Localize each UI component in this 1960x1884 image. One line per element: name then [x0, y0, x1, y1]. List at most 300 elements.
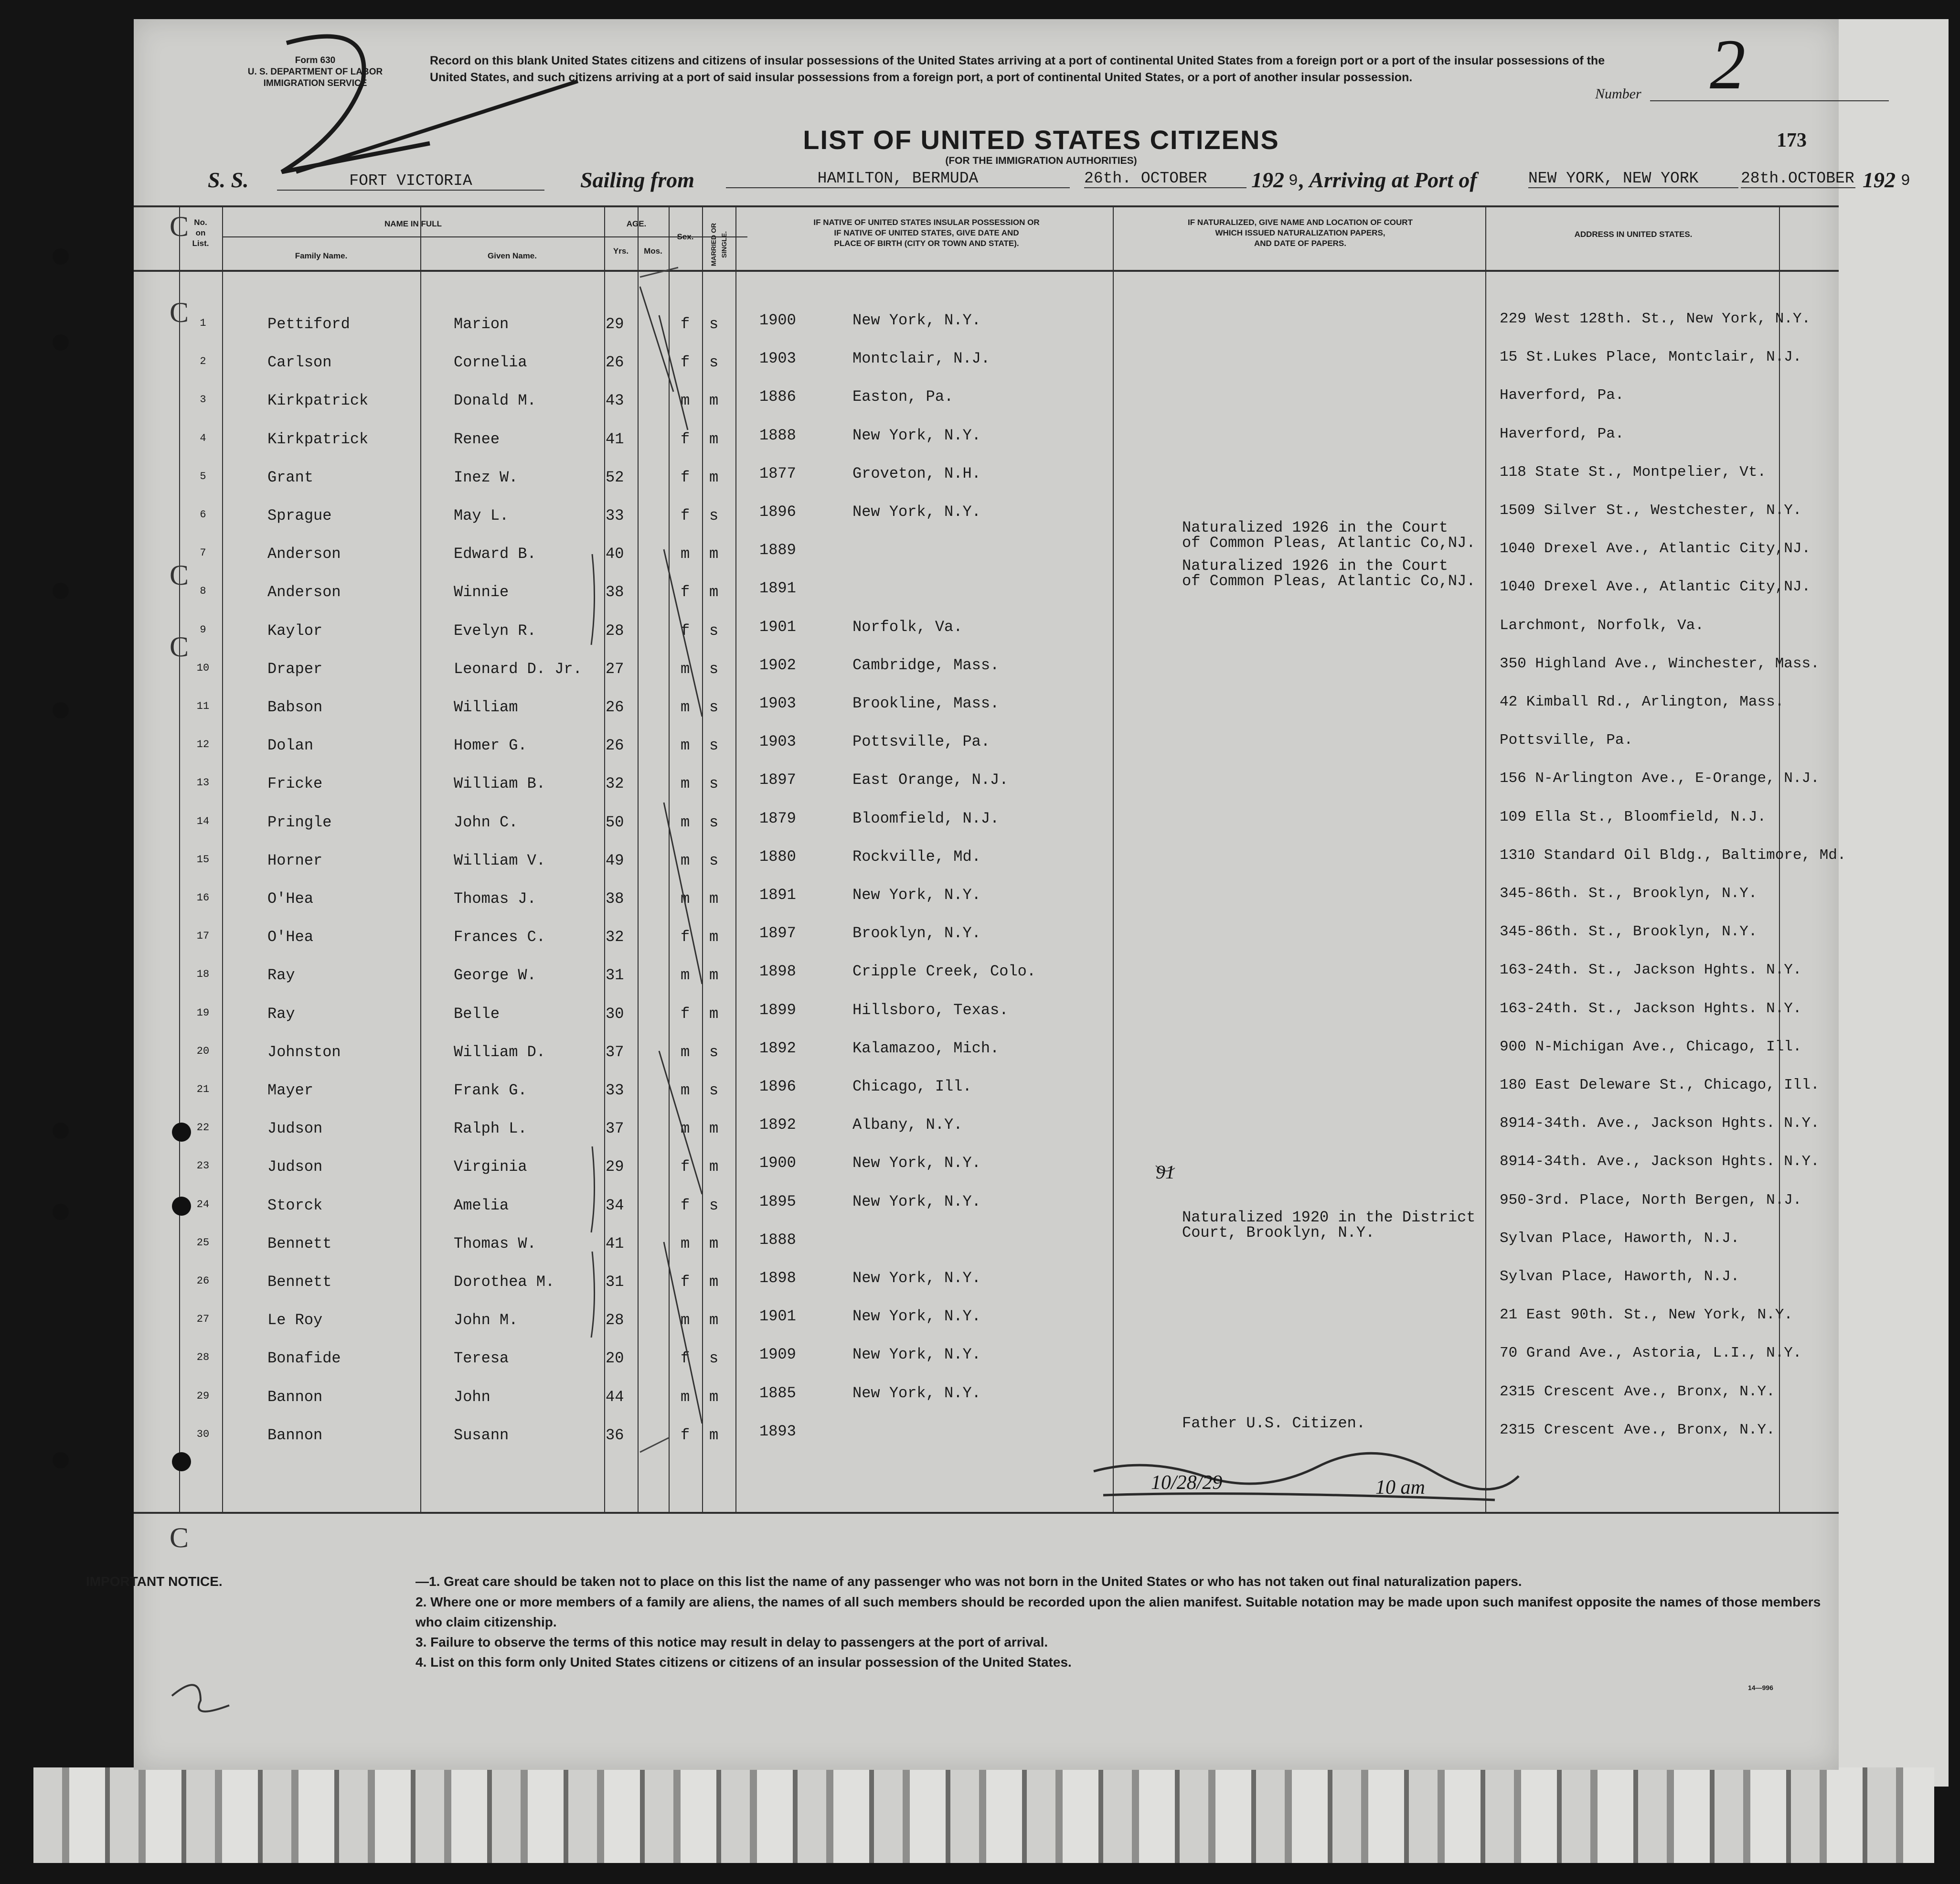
birth-place: Cambridge, Mass. [852, 656, 1000, 674]
marital-status: s [709, 775, 719, 793]
marital-status: s [709, 1081, 719, 1099]
age-years: 43 [606, 392, 624, 410]
row-number: 16 [196, 892, 210, 904]
family-name: Kirkpatrick [267, 392, 369, 410]
birth-place: New York, N.Y. [852, 1346, 981, 1364]
given-name: Inez W. [454, 468, 518, 486]
given-name: Virginia [454, 1158, 527, 1176]
given-name: John [454, 1388, 490, 1406]
given-name: May L. [454, 507, 509, 525]
age-years: 31 [606, 966, 624, 985]
marital-status: s [709, 315, 719, 333]
age-years: 32 [606, 775, 624, 793]
birth-year: 1879 [759, 809, 796, 827]
row-number: 17 [196, 930, 210, 942]
birth-year: 1903 [759, 733, 796, 751]
row-number: 15 [196, 853, 210, 866]
birth-year: 1900 [759, 311, 796, 329]
address: 163-24th. St., Jackson Hghts. N.Y. [1500, 1000, 1802, 1017]
birth-year: 1897 [759, 771, 796, 789]
margin-mark [172, 1685, 229, 1712]
header-married-or-single: MARRIED OR SINGLE. [710, 223, 728, 267]
family-name: Bennett [267, 1234, 332, 1252]
birth-place: Kalamazoo, Mich. [852, 1039, 1000, 1057]
marital-status: m [709, 430, 719, 448]
sex: m [681, 1120, 690, 1138]
service-name: IMMIGRATION SERVICE [263, 78, 367, 88]
sex: f [681, 353, 690, 372]
birth-year: 1891 [759, 886, 796, 904]
age-years: 27 [606, 660, 624, 678]
family-name: Babson [267, 698, 323, 716]
family-name: Judson [267, 1158, 323, 1176]
marital-status: s [709, 698, 719, 716]
birth-year: 1903 [759, 695, 796, 712]
address: 345-86th. St., Brooklyn, N.Y. [1500, 885, 1758, 902]
row-number: 7 [200, 547, 206, 559]
birth-year: 1880 [759, 847, 796, 866]
address: Pottsville, Pa. [1500, 732, 1633, 749]
header-no-line-3: List. [192, 239, 209, 248]
birth-year: 1902 [759, 656, 796, 674]
birth-year: 1896 [759, 1078, 796, 1095]
given-name: Winnie [454, 583, 509, 601]
row-number: 2 [200, 355, 206, 368]
birth-place: Montclair, N.J. [852, 350, 991, 368]
birth-place: Easton, Pa. [852, 388, 954, 406]
row-number: 19 [196, 1006, 210, 1019]
sex: f [681, 1349, 690, 1368]
address: 163-24th. St., Jackson Hghts. N.Y. [1500, 962, 1802, 979]
birth-place: New York, N.Y. [852, 1307, 981, 1326]
row-number: 1 [200, 317, 206, 329]
birth-year: 1898 [759, 963, 796, 981]
family-name: Kirkpatrick [267, 430, 369, 448]
row-number: 27 [196, 1313, 210, 1326]
naturalization-line-2: of Common Pleas, Atlantic Co,NJ. [1182, 534, 1476, 552]
naturalization-line-2: Court, Brooklyn, N.Y. [1182, 1223, 1375, 1242]
age-years: 29 [606, 315, 624, 333]
row-number: 30 [196, 1428, 210, 1440]
given-name: William V. [454, 851, 546, 869]
age-years: 28 [606, 621, 624, 640]
row-number: 14 [196, 815, 210, 827]
address: 180 East Deleware St., Chicago, Ill. [1500, 1077, 1820, 1093]
naturalization-line-1: Naturalized 1926 in the Court [1182, 519, 1448, 537]
family-name: Mayer [267, 1081, 314, 1099]
row-number: 8 [200, 585, 206, 598]
family-name: Carlson [267, 353, 332, 372]
birth-place: New York, N.Y. [852, 1269, 981, 1287]
family-name: Anderson [267, 545, 341, 563]
address: 229 West 128th. St., New York, N.Y. [1500, 310, 1811, 327]
age-years: 36 [606, 1426, 624, 1444]
sex: m [681, 660, 690, 678]
age-years: 34 [606, 1196, 624, 1214]
age-years: 37 [606, 1120, 624, 1138]
sex: m [681, 1043, 690, 1061]
given-name: Amelia [454, 1196, 509, 1214]
given-name: John C. [454, 813, 518, 831]
age-years: 38 [606, 890, 624, 908]
marital-status: s [709, 813, 719, 831]
age-years: 30 [606, 1005, 624, 1023]
given-name: Marion [454, 315, 509, 333]
naturalization-line-1: Naturalized 1926 in the Court [1182, 557, 1448, 575]
age-years: 33 [606, 507, 624, 525]
given-name: John M. [454, 1311, 518, 1329]
address: 8914-34th. Ave., Jackson Hghts. N.Y. [1500, 1153, 1820, 1170]
birth-year: 1899 [759, 1001, 796, 1019]
margin-c-mark-0: C [170, 211, 189, 242]
birth-year: 1897 [759, 924, 796, 942]
family-name: Sprague [267, 507, 332, 525]
birth-year: 1900 [759, 1154, 796, 1172]
birth-place: Brookline, Mass. [852, 695, 1000, 712]
given-name: Renee [454, 430, 500, 448]
arrival-year-digit: 9 [1901, 172, 1910, 190]
sex: m [681, 1081, 690, 1099]
age-slashes [640, 287, 702, 1424]
record-instructions: Record on this blank United States citizens and citizens of insular possessions of the United States arriving at a port of continental United States from a foreign port or a port of the insular possessions of the United States, and such citizens arriving at a port of said insular possessions from a foreign port, a port of continental United States, or a port of another insular possession. [430, 54, 1605, 84]
check-ticks-column [640, 268, 678, 1452]
birth-year: 1892 [759, 1039, 796, 1057]
birth-year: 1888 [759, 1231, 796, 1249]
row-number: 24 [196, 1198, 210, 1210]
page-number: 173 [1777, 129, 1807, 151]
birth-year: 1898 [759, 1269, 796, 1287]
address: 900 N-Michigan Ave., Chicago, Ill. [1500, 1038, 1802, 1055]
row-number: 12 [196, 739, 210, 751]
address: 8914-34th. Ave., Jackson Hghts. N.Y. [1500, 1115, 1820, 1132]
birth-place: Chicago, Ill. [852, 1078, 972, 1095]
birth-place: Hillsboro, Texas. [852, 1001, 1009, 1019]
sex: m [681, 966, 690, 985]
given-name: William D. [454, 1043, 546, 1061]
birth-year: 1893 [759, 1422, 796, 1440]
margin-c-mark-4: C [170, 1522, 189, 1553]
birth-place: Bloomfield, N.J. [852, 809, 1000, 827]
sex: f [681, 583, 690, 601]
given-name: Homer G. [454, 737, 527, 755]
row-number: 5 [200, 470, 206, 482]
arriving-label: , Arriving at Port of [1299, 168, 1477, 192]
sex: m [681, 775, 690, 793]
birth-year: 1901 [759, 1307, 796, 1326]
age-years: 41 [606, 430, 624, 448]
family-name: Ray [267, 966, 295, 985]
age-years: 49 [606, 851, 624, 869]
family-name: Pringle [267, 813, 332, 831]
sex: f [681, 430, 690, 448]
row-number: 9 [200, 623, 206, 636]
family-name: Judson [267, 1120, 323, 1138]
header-family-name: Family Name. [295, 251, 348, 260]
header-address: ADDRESS IN UNITED STATES. [1574, 230, 1693, 239]
header-no-line-1: No. [194, 218, 207, 227]
sex: m [681, 890, 690, 908]
address: 156 N-Arlington Ave., E-Orange, N.J. [1500, 770, 1820, 787]
sex: m [681, 813, 690, 831]
given-name: Frances C. [454, 928, 546, 946]
marital-status: s [709, 1196, 719, 1214]
address: Haverford, Pa. [1500, 425, 1624, 442]
header-yrs: Yrs. [613, 246, 629, 256]
marital-status: m [709, 1005, 719, 1023]
page-title: LIST OF UNITED STATES CITIZENS [803, 125, 1279, 155]
header-naturalized-line-2: WHICH ISSUED NATURALIZATION PAPERS, [1215, 228, 1385, 237]
family-name: Bennett [267, 1273, 332, 1291]
marital-status: m [709, 1234, 719, 1252]
arrival-port: NEW YORK, NEW YORK [1528, 170, 1738, 188]
birth-year: 1889 [759, 541, 796, 559]
signature-date: 10/28/29 [1151, 1472, 1223, 1494]
marital-status: s [709, 851, 719, 869]
naturalization-line-1: Father U.S. Citizen. [1182, 1414, 1366, 1432]
sex: f [681, 507, 690, 525]
marital-status: s [709, 660, 719, 678]
sex: m [681, 545, 690, 563]
given-name: George W. [454, 966, 536, 985]
family-name: Fricke [267, 775, 323, 793]
birth-place: New York, N.Y. [852, 311, 981, 329]
sex: f [681, 1426, 690, 1444]
given-name: Dorothea M. [454, 1273, 555, 1291]
given-name: Thomas J. [454, 890, 536, 908]
row-number: 22 [196, 1122, 210, 1134]
row-number: 28 [196, 1351, 210, 1364]
age-years: 37 [606, 1043, 624, 1061]
header-sex: Sex. [677, 232, 694, 241]
bracket-mark [591, 554, 595, 1338]
marital-status: m [709, 392, 719, 410]
birth-year: 1888 [759, 426, 796, 444]
margin-c-mark-1: C [170, 297, 189, 328]
birth-place: New York, N.Y. [852, 1192, 981, 1210]
given-name: Edward B. [454, 545, 536, 563]
notice-item-2: 2. Where one or more members of a family are aliens, the names of all such members should be recorded upon the alien manifest. Suitable notation may be made upon such manifest opposite the names of those members who claim citizenship. [415, 1595, 1821, 1629]
age-years: 41 [606, 1234, 624, 1252]
family-name: Kaylor [267, 621, 323, 640]
header-naturalized-line-3: AND DATE OF PAPERS. [1254, 239, 1346, 248]
address: 345-86th. St., Brooklyn, N.Y. [1500, 923, 1758, 941]
sex: m [681, 737, 690, 755]
marital-status: m [709, 890, 719, 908]
marital-status: m [709, 1311, 719, 1329]
margin-c-mark-3: C [170, 631, 189, 663]
given-name: Leonard D. Jr. [454, 660, 582, 678]
header-naturalized-line-1: IF NATURALIZED, GIVE NAME AND LOCATION OF COURT [1188, 218, 1413, 227]
marital-status: s [709, 621, 719, 640]
age-years: 28 [606, 1311, 624, 1329]
sex: m [681, 851, 690, 869]
sex: m [681, 698, 690, 716]
given-name: Frank G. [454, 1081, 527, 1099]
marital-status: m [709, 1120, 719, 1138]
address: 2315 Crescent Ave., Bronx, N.Y. [1500, 1383, 1775, 1400]
given-name: William [454, 698, 518, 716]
birth-place: Pottsville, Pa. [852, 733, 991, 751]
notice-item-3: 3. Failure to observe the terms of this notice may result in delay to passengers at the port of arrival. [415, 1635, 1048, 1649]
family-name: Bannon [267, 1388, 323, 1406]
address: Larchmont, Norfolk, Va. [1500, 617, 1704, 634]
family-name: Anderson [267, 583, 341, 601]
arrival-year-prefix: 192 [1863, 168, 1896, 192]
birth-place: New York, N.Y. [852, 886, 981, 904]
sex: f [681, 315, 690, 333]
family-name: Horner [267, 851, 323, 869]
family-name: Bonafide [267, 1349, 341, 1368]
header-birth-line-1: IF NATIVE OF UNITED STATES INSULAR POSSESSION OR [813, 218, 1040, 227]
ss-label: S. S. [208, 168, 249, 192]
age-years: 26 [606, 698, 624, 716]
row-number: 21 [196, 1083, 210, 1095]
family-name: Le Roy [267, 1311, 323, 1329]
address: 21 East 90th. St., New York, N.Y. [1500, 1306, 1793, 1324]
address: 1040 Drexel Ave., Atlantic City,NJ. [1500, 540, 1811, 557]
row-number: 26 [196, 1275, 210, 1287]
age-years: 40 [606, 545, 624, 563]
marital-status: s [709, 1349, 719, 1368]
address: 109 Ella St., Bloomfield, N.J. [1500, 808, 1767, 825]
sex: f [681, 1196, 690, 1214]
given-name: Belle [454, 1005, 500, 1023]
row-number: 3 [200, 394, 206, 406]
age-years: 26 [606, 353, 624, 372]
address: Sylvan Place, Haworth, N.J. [1500, 1230, 1740, 1247]
sex: f [681, 468, 690, 486]
family-name: Bannon [267, 1426, 323, 1444]
age-years: 20 [606, 1349, 624, 1368]
stamp-code: 91 [1156, 1161, 1175, 1183]
header-name-in-full: NAME IN FULL [384, 219, 442, 228]
family-name: O'Hea [267, 890, 314, 908]
birth-year: 1903 [759, 350, 796, 368]
sex: f [681, 1158, 690, 1176]
row-number: 25 [196, 1236, 210, 1249]
family-name: O'Hea [267, 928, 314, 946]
row-number: 10 [196, 662, 210, 674]
family-name: Draper [267, 660, 323, 678]
birth-year: 1877 [759, 464, 796, 482]
birth-place: New York, N.Y. [852, 503, 981, 521]
naturalization-line-1: Naturalized 1920 in the District [1182, 1208, 1476, 1226]
given-name: Thomas W. [454, 1234, 536, 1252]
naturalization-line-2: of Common Pleas, Atlantic Co,NJ. [1182, 572, 1476, 590]
marital-status: s [709, 353, 719, 372]
marital-status: s [709, 507, 719, 525]
marital-status: s [709, 737, 719, 755]
birth-year: 1886 [759, 388, 796, 406]
birth-year: 1896 [759, 503, 796, 521]
address: 70 Grand Ave., Astoria, L.I., N.Y. [1500, 1345, 1802, 1362]
page-subtitle: (FOR THE IMMIGRATION AUTHORITIES) [945, 155, 1137, 166]
sex: m [681, 392, 690, 410]
age-years: 32 [606, 928, 624, 946]
birth-place: Cripple Creek, Colo. [852, 963, 1036, 981]
marital-status: m [709, 583, 719, 601]
birth-year: 1891 [759, 579, 796, 598]
departure-port: HAMILTON, BERMUDA [726, 170, 1070, 188]
marital-status: m [709, 1273, 719, 1291]
age-years: 26 [606, 737, 624, 755]
address: 42 Kimball Rd., Arlington, Mass. [1500, 694, 1784, 710]
age-years: 31 [606, 1273, 624, 1291]
row-number: 18 [196, 968, 210, 981]
family-name: Storck [267, 1196, 323, 1214]
header-age: AGE. [626, 219, 647, 228]
signature-time: 10 am [1375, 1477, 1425, 1499]
notice-item-4: 4. List on this form only United States citizens or citizens of an insular possession of the United States. [415, 1655, 1072, 1670]
header-no-line-2: on [195, 228, 206, 237]
form-code: 14—996 [1748, 1684, 1773, 1691]
given-name: Cornelia [454, 353, 527, 372]
row-number: 20 [196, 1045, 210, 1057]
arrival-date: 28th.OCTOBER [1741, 170, 1855, 188]
header-mos: Mos. [644, 246, 662, 256]
marital-status: m [709, 1158, 719, 1176]
row-number: 6 [200, 509, 206, 521]
family-name: Dolan [267, 737, 314, 755]
header-birth-line-3: PLACE OF BIRTH (CITY OR TOWN AND STATE). [834, 239, 1019, 248]
age-years: 38 [606, 583, 624, 601]
sex: f [681, 621, 690, 640]
birth-year: 1892 [759, 1116, 796, 1134]
given-name: Evelyn R. [454, 621, 536, 640]
address: Haverford, Pa. [1500, 387, 1624, 404]
row-number: 11 [196, 700, 210, 712]
address: 350 Highland Ave., Winchester, Mass. [1500, 655, 1820, 672]
given-name: William B. [454, 775, 546, 793]
age-years: 29 [606, 1158, 624, 1176]
ship-name: FORT VICTORIA [277, 172, 544, 191]
notice-title: IMPORTANT NOTICE. [86, 1574, 223, 1589]
sex: m [681, 1311, 690, 1329]
birth-place: New York, N.Y. [852, 1384, 981, 1402]
departure-year-prefix: 192 [1251, 168, 1284, 192]
row-number: 23 [196, 1160, 210, 1172]
address: 1040 Drexel Ave., Atlantic City,NJ. [1500, 578, 1811, 596]
row-number: 13 [196, 777, 210, 789]
row-number: 29 [196, 1390, 210, 1402]
department-name: U. S. DEPARTMENT OF LABOR [247, 67, 383, 77]
sex: m [681, 1388, 690, 1406]
marital-status: m [709, 928, 719, 946]
birth-year: 1895 [759, 1192, 796, 1210]
margin-c-mark-2: C [170, 559, 189, 591]
age-years: 44 [606, 1388, 624, 1406]
age-years: 33 [606, 1081, 624, 1099]
birth-place: New York, N.Y. [852, 1154, 981, 1172]
notice-item-1: —1. Great care should be taken not to place on this list the name of any passenger who was not born in the United States or who has not taken out final naturalization papers. [415, 1574, 1522, 1589]
birth-place: East Orange, N.J. [852, 771, 1009, 789]
number-label: Number [1595, 86, 1641, 102]
marital-status: m [709, 545, 719, 563]
given-name: Teresa [454, 1349, 509, 1368]
departure-year-digit: 9 [1289, 172, 1298, 190]
marital-status: m [709, 468, 719, 486]
address: 118 State St., Montpelier, Vt. [1500, 463, 1767, 481]
given-name: Susann [454, 1426, 509, 1444]
birth-year: 1901 [759, 618, 796, 636]
birth-place: Groveton, N.H. [852, 464, 981, 482]
address: 1509 Silver St., Westchester, N.Y. [1500, 502, 1802, 519]
marital-status: m [709, 1426, 719, 1444]
header-birth-line-2: IF NATIVE OF UNITED STATES, GIVE DATE AND [834, 228, 1019, 237]
marital-status: s [709, 1043, 719, 1061]
birth-place: Norfolk, Va. [852, 618, 963, 636]
age-years: 52 [606, 468, 624, 486]
